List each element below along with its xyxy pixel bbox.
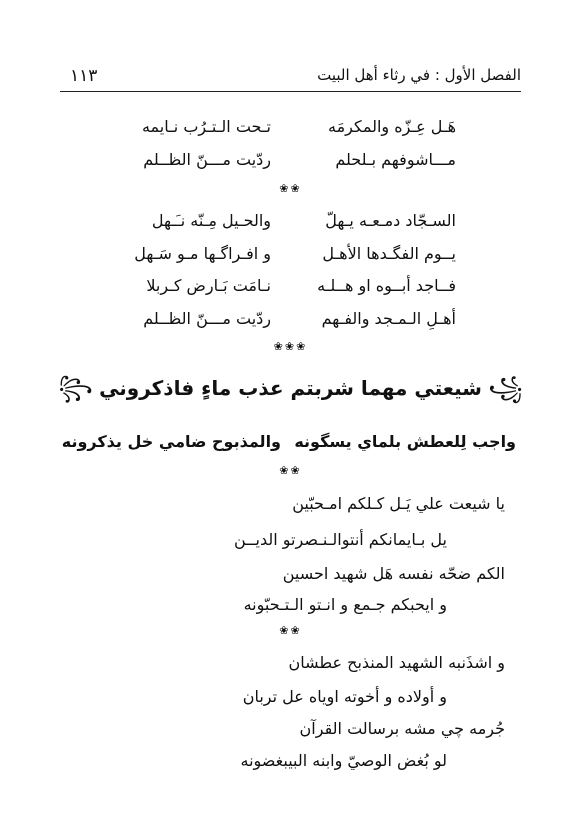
verse-left: و افـراگـها مـو سَـهل: [134, 244, 271, 263]
verse-right: يــوم الفگـدها الأهـل: [322, 244, 456, 263]
stanza-line: و أولاده و أخوته اوياه عل تربان: [242, 687, 447, 706]
chapter-title: الفصل الأول : في رثاء أهل البيت: [317, 66, 521, 84]
page-header: [60, 62, 521, 90]
refrain-left: والمذبوح ضامي خل يذكرونه: [61, 432, 281, 451]
stanza-line: و اشذَنبه الشهيد المنذبح عطشان: [288, 653, 505, 672]
ornament-left-icon: ꧂: [58, 376, 93, 401]
header-rule: [60, 91, 521, 92]
stanza-line: يل بـايمانكم أنتوالـنـصرتو الديــن: [233, 530, 447, 549]
verse-left: تـحت الـتـرُب نـايمه: [141, 117, 271, 136]
section-title-text: شيعتي مهما شربتم عذب ماءٍ فاذكروني: [99, 376, 482, 400]
verse-left: والحـيل مِـنّه نـَـهل: [151, 211, 271, 230]
verse-right: مـــاشوفهم بـلحلم: [335, 150, 456, 169]
verse-right: السـجّاد دمـعـه يـهلّ: [325, 211, 456, 230]
ornament: ❀❀: [279, 624, 302, 637]
verse-right: هَـل عِـزّه والمكرمَه: [328, 117, 456, 136]
verse-right: فــاجد أبــوه او هــلـه: [317, 276, 456, 295]
stanza-line: الكم ضحّه نفسه هَل شهيد احسين: [282, 564, 505, 583]
refrain-right: واجب لِلعطش بلماي يسگونه: [294, 432, 516, 451]
stanza-line: و ايحبكم جـمع و انـتو الـتـحبّونه: [243, 595, 447, 614]
stanza-line: جُرمه چي مشه برسالت القرآن: [299, 719, 505, 738]
verse-left: ردّيت مـــنّ الظــلم: [143, 150, 271, 169]
verse-right: أهـلِ الـمـجد والفـهم: [321, 309, 456, 328]
stanza-line: لو بُغض الوصيّ وابنه البيبغضونه: [240, 751, 447, 770]
section-title: [0, 371, 581, 416]
ornament-right-icon: ꧁: [488, 376, 523, 401]
ornament: ❀❀: [279, 182, 302, 195]
stanza-line: يا شيعت علي يَـل كـلكم امـحبّين: [292, 494, 505, 513]
ornament: ❀❀: [279, 464, 302, 477]
ornament-triple: ❀❀❀: [273, 340, 308, 353]
verse-left: نـامَت بَـارض كـربلا: [146, 276, 271, 295]
page-number: ١١٣: [70, 66, 98, 86]
verse-left: ردّيت مـــنّ الظــلم: [143, 309, 271, 328]
